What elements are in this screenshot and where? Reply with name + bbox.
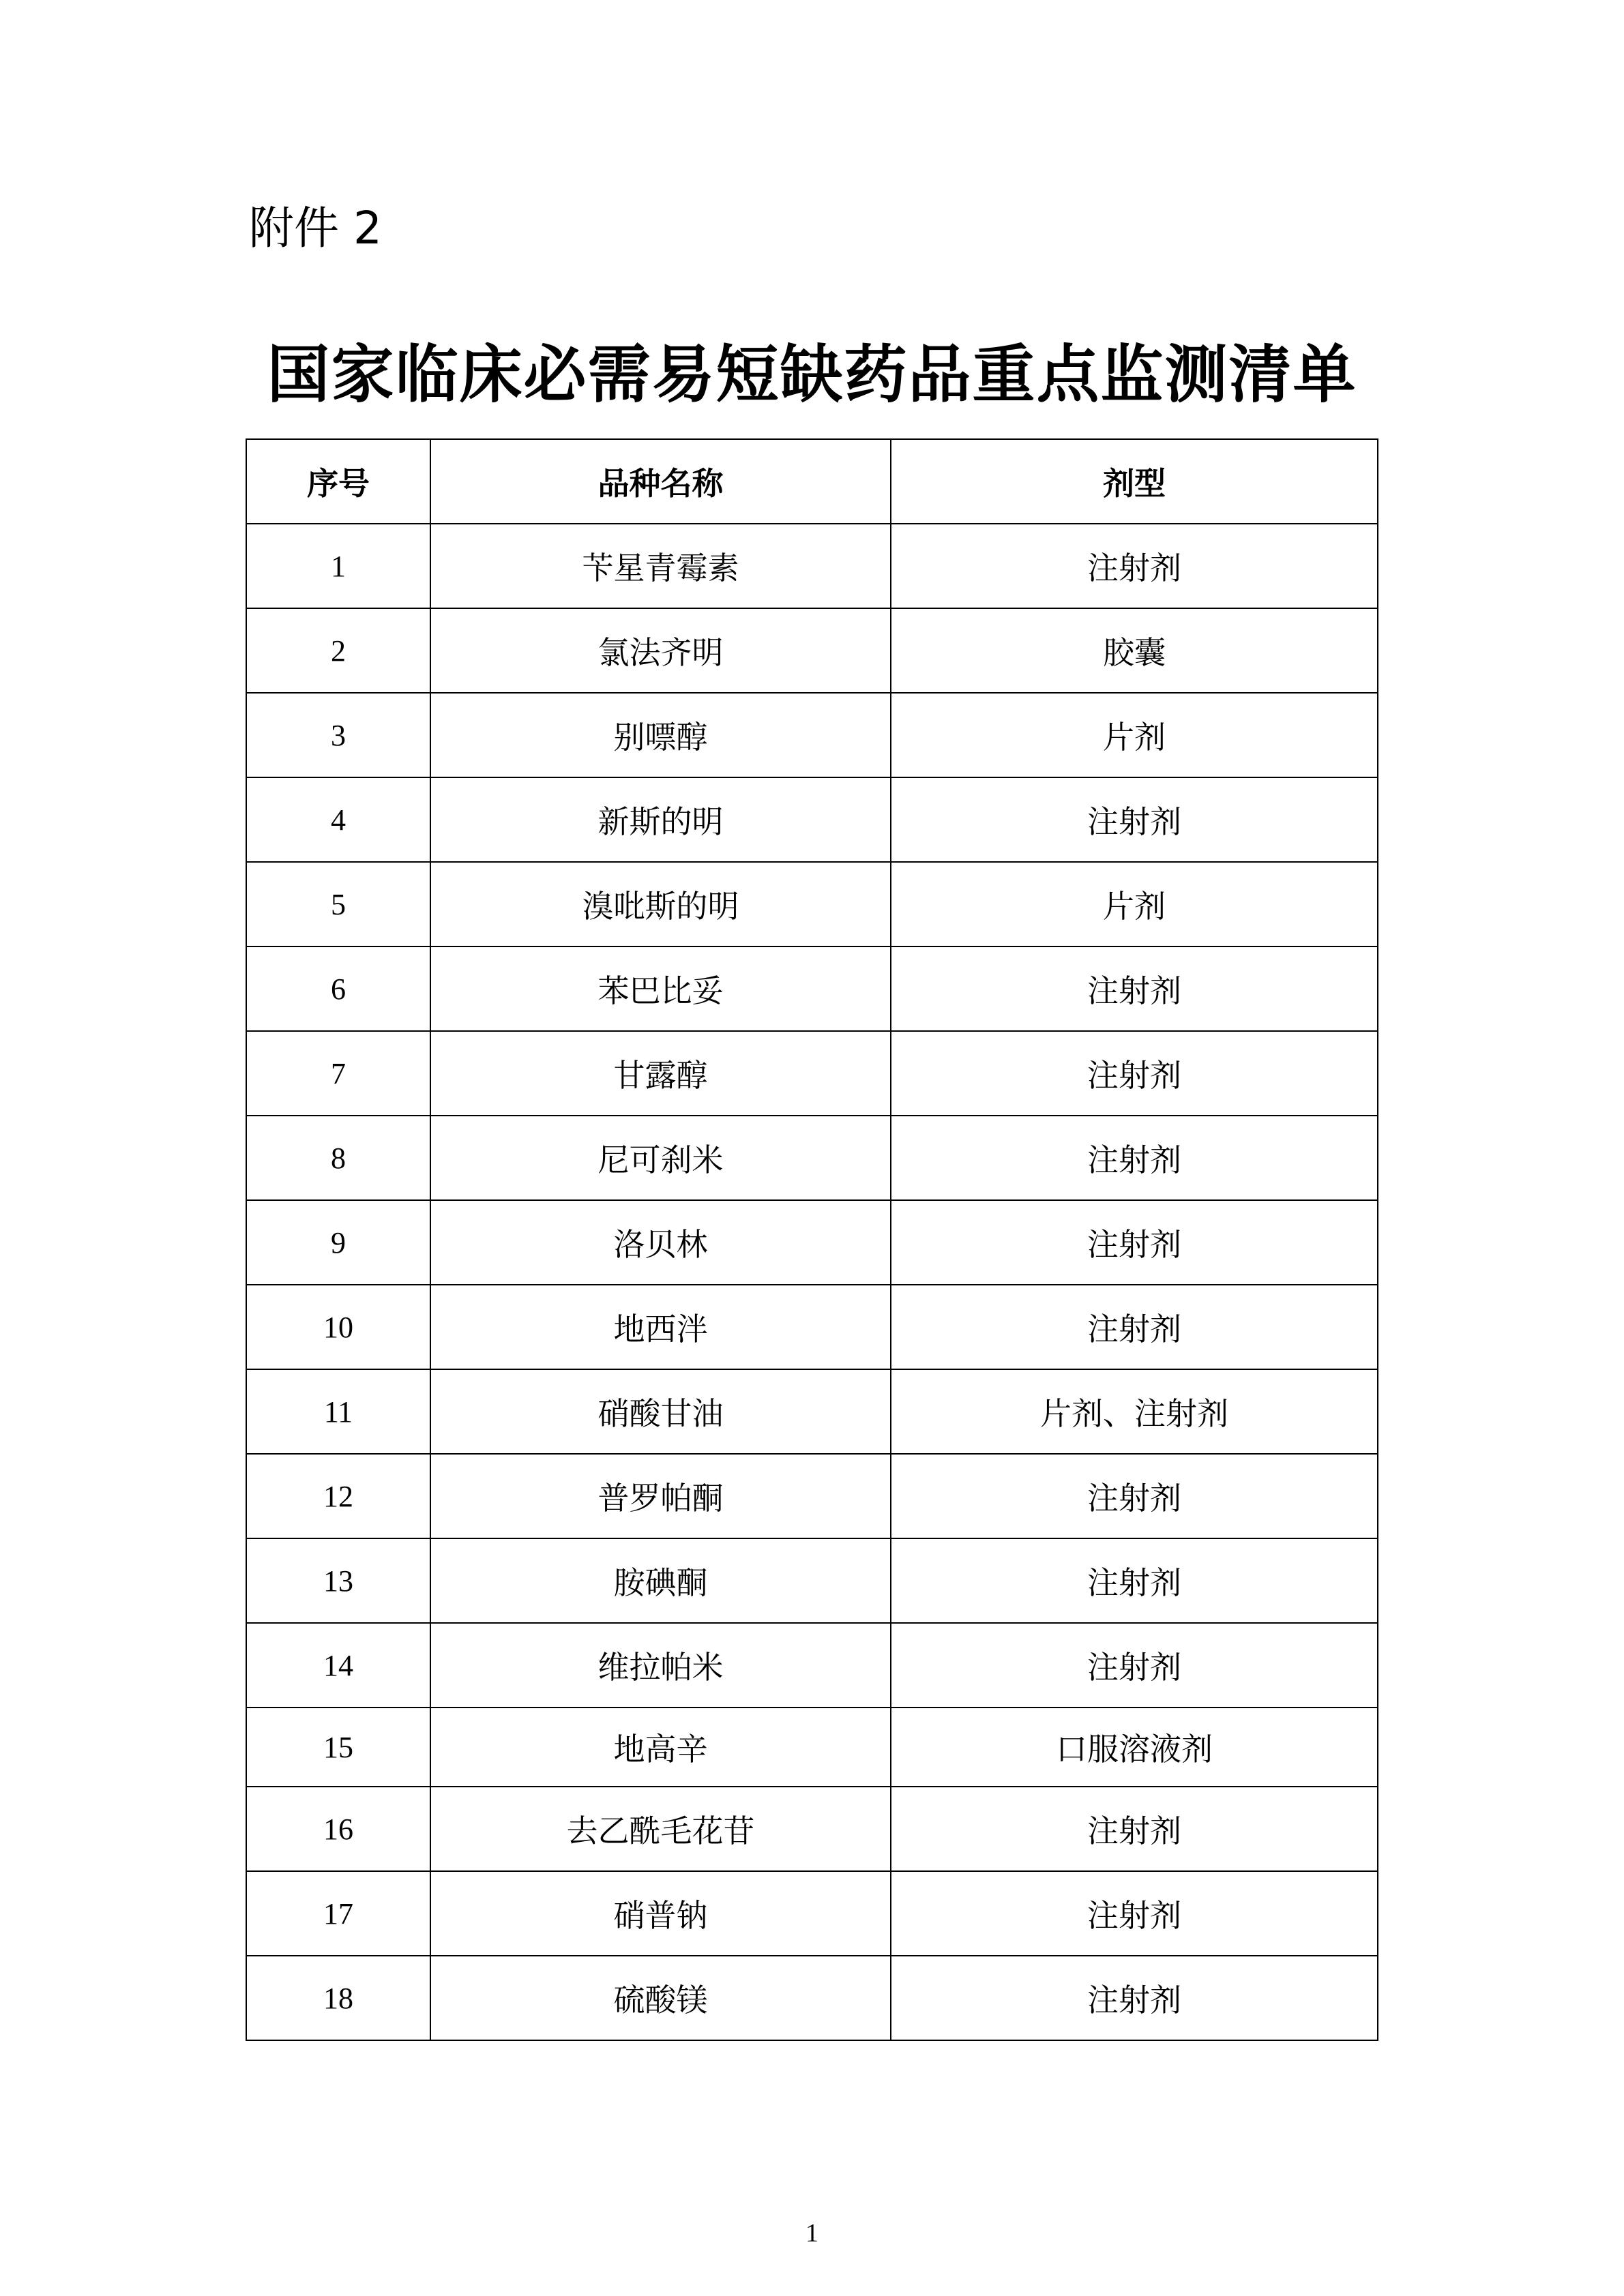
table-header-row — [246, 439, 1378, 524]
row-number: 18 — [246, 1956, 430, 2040]
dosage-form: 注射剂 — [891, 1956, 1378, 2040]
table-row — [246, 777, 1378, 862]
drug-name: 苄星青霉素 — [430, 524, 891, 608]
row-number: 15 — [246, 1708, 430, 1787]
table-row — [246, 1956, 1378, 2040]
row-number: 13 — [246, 1538, 430, 1623]
row-number: 12 — [246, 1454, 430, 1538]
drug-name: 地高辛 — [430, 1708, 891, 1787]
dosage-form: 注射剂 — [891, 1116, 1378, 1200]
drug-name: 溴吡斯的明 — [430, 862, 891, 946]
row-number: 16 — [246, 1787, 430, 1871]
table-row — [246, 1871, 1378, 1956]
dosage-form: 注射剂 — [891, 524, 1378, 608]
row-number: 4 — [246, 777, 430, 862]
dosage-form: 片剂 — [891, 862, 1378, 946]
row-number: 7 — [246, 1031, 430, 1116]
drug-name: 普罗帕酮 — [430, 1454, 891, 1538]
row-number: 6 — [246, 946, 430, 1031]
dosage-form: 胶囊 — [891, 608, 1378, 693]
page-number: 1 — [806, 2219, 818, 2248]
row-number: 1 — [246, 524, 430, 608]
dosage-form: 注射剂 — [891, 1031, 1378, 1116]
dosage-form: 注射剂 — [891, 946, 1378, 1031]
drug-name: 硝酸甘油 — [430, 1369, 891, 1454]
drug-name: 地西泮 — [430, 1285, 891, 1369]
table-row — [246, 524, 1378, 608]
row-number: 17 — [246, 1871, 430, 1956]
table-row — [246, 608, 1378, 693]
drug-name: 硫酸镁 — [430, 1956, 891, 2040]
dosage-form: 注射剂 — [891, 1623, 1378, 1708]
table-row — [246, 1787, 1378, 1871]
column-header-drug-name: 品种名称 — [430, 439, 891, 524]
table-row — [246, 1285, 1378, 1369]
row-number: 2 — [246, 608, 430, 693]
table-row — [246, 1369, 1378, 1454]
dosage-form: 片剂 — [891, 693, 1378, 777]
dosage-form: 注射剂 — [891, 1787, 1378, 1871]
table-row — [246, 862, 1378, 946]
drug-name: 别嘌醇 — [430, 693, 891, 777]
table-row — [246, 1538, 1378, 1623]
table-row — [246, 1623, 1378, 1708]
table-row — [246, 693, 1378, 777]
drug-name: 洛贝林 — [430, 1200, 891, 1285]
dosage-form: 注射剂 — [891, 1454, 1378, 1538]
drug-name: 维拉帕米 — [430, 1623, 891, 1708]
drug-name: 苯巴比妥 — [430, 946, 891, 1031]
drug-name: 新斯的明 — [430, 777, 891, 862]
dosage-form: 注射剂 — [891, 1200, 1378, 1285]
attachment-label: 附件 2 — [249, 202, 382, 254]
drug-name: 胺碘酮 — [430, 1538, 891, 1623]
dosage-form: 口服溶液剂 — [891, 1708, 1378, 1787]
row-number: 5 — [246, 862, 430, 946]
table-row — [246, 1454, 1378, 1538]
drug-name: 硝普钠 — [430, 1871, 891, 1956]
table-row — [246, 1200, 1378, 1285]
drug-name: 尼可刹米 — [430, 1116, 891, 1200]
dosage-form: 注射剂 — [891, 1538, 1378, 1623]
column-header-dosage-form: 剂型 — [891, 439, 1378, 524]
dosage-form: 注射剂 — [891, 777, 1378, 862]
row-number: 10 — [246, 1285, 430, 1369]
dosage-form: 片剂、注射剂 — [891, 1369, 1378, 1454]
drug-monitoring-table — [246, 438, 1378, 2041]
row-number: 9 — [246, 1200, 430, 1285]
table-row — [246, 1031, 1378, 1116]
table-row — [246, 946, 1378, 1031]
row-number: 14 — [246, 1623, 430, 1708]
dosage-form: 注射剂 — [891, 1871, 1378, 1956]
drug-name: 氯法齐明 — [430, 608, 891, 693]
row-number: 3 — [246, 693, 430, 777]
document-title: 国家临床必需易短缺药品重点监测清单 — [267, 338, 1357, 411]
row-number: 8 — [246, 1116, 430, 1200]
column-header-number: 序号 — [246, 439, 430, 524]
table-row — [246, 1116, 1378, 1200]
drug-name: 去乙酰毛花苷 — [430, 1787, 891, 1871]
table-row — [246, 1708, 1378, 1787]
dosage-form: 注射剂 — [891, 1285, 1378, 1369]
row-number: 11 — [246, 1369, 430, 1454]
drug-name: 甘露醇 — [430, 1031, 891, 1116]
